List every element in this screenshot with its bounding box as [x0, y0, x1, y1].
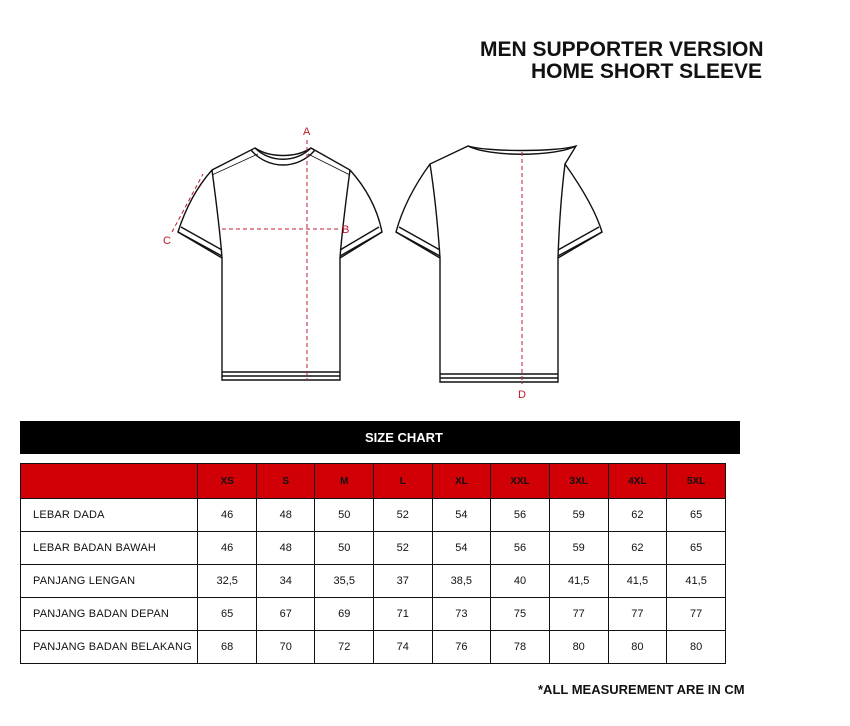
- measurement-note: *ALL MEASUREMENT ARE IN CM: [538, 682, 745, 697]
- front-tshirt-illustration: [178, 148, 382, 380]
- table-cell: 40: [491, 565, 550, 598]
- table-cell: 77: [549, 598, 608, 631]
- table-cell: 37: [374, 565, 432, 598]
- table-cell: 74: [374, 631, 432, 664]
- table-cell: 69: [315, 598, 374, 631]
- table-cell: 80: [667, 631, 726, 664]
- row-label: PANJANG BADAN DEPAN: [21, 598, 198, 631]
- table-cell: 48: [257, 499, 315, 532]
- table-cell: 80: [608, 631, 667, 664]
- table-cell: 41,5: [549, 565, 608, 598]
- size-header-xxl: XXL: [491, 464, 550, 499]
- table-cell: 59: [549, 499, 608, 532]
- marker-a: A: [303, 126, 311, 138]
- size-header-4xl: 4XL: [608, 464, 667, 499]
- product-title-line-2: HOME SHORT SLEEVE: [531, 60, 763, 83]
- table-cell: 50: [315, 532, 374, 565]
- table-cell: 41,5: [608, 565, 667, 598]
- table-cell: 77: [608, 598, 667, 631]
- table-cell: 32,5: [198, 565, 257, 598]
- table-cell: 65: [198, 598, 257, 631]
- product-title-line-1: MEN SUPPORTER VERSION: [480, 38, 764, 61]
- table-cell: 71: [374, 598, 432, 631]
- table-cell: 50: [315, 499, 374, 532]
- table-cell: 52: [374, 499, 432, 532]
- table-cell: 70: [257, 631, 315, 664]
- table-cell: 48: [257, 532, 315, 565]
- table-cell: 67: [257, 598, 315, 631]
- back-tshirt-illustration: [396, 146, 602, 382]
- size-header-m: M: [315, 464, 374, 499]
- table-cell: 34: [257, 565, 315, 598]
- row-label: LEBAR DADA: [21, 499, 198, 532]
- table-cell: 80: [549, 631, 608, 664]
- table-cell: 41,5: [667, 565, 726, 598]
- table-cell: 62: [608, 532, 667, 565]
- table-cell: 46: [198, 499, 257, 532]
- size-header-xs: XS: [198, 464, 257, 499]
- table-cell: 73: [432, 598, 491, 631]
- row-label: PANJANG LENGAN: [21, 565, 198, 598]
- table-cell: 56: [491, 532, 550, 565]
- table-cell: 54: [432, 532, 491, 565]
- table-cell: 76: [432, 631, 491, 664]
- row-label: PANJANG BADAN BELAKANG: [21, 631, 198, 664]
- size-header-row: [21, 464, 726, 499]
- size-header-l: L: [374, 464, 432, 499]
- marker-d: D: [518, 389, 526, 401]
- table-cell: 56: [491, 499, 550, 532]
- marker-b: B: [342, 224, 350, 236]
- table-cell: 62: [608, 499, 667, 532]
- marker-c: C: [163, 235, 171, 247]
- table-cell: 68: [198, 631, 257, 664]
- size-header-3xl: 3XL: [549, 464, 608, 499]
- tshirt-diagram: [0, 0, 726, 420]
- table-cell: 65: [667, 532, 726, 565]
- table-cell: 54: [432, 499, 491, 532]
- table-cell: 72: [315, 631, 374, 664]
- table-row: [21, 598, 726, 631]
- size-chart-banner: [20, 421, 740, 454]
- table-row: [21, 565, 726, 598]
- table-cell: 78: [491, 631, 550, 664]
- size-header-s: S: [257, 464, 315, 499]
- row-label: LEBAR BADAN BAWAH: [21, 532, 198, 565]
- size-chart-title: SIZE CHART: [365, 430, 443, 445]
- table-cell: 59: [549, 532, 608, 565]
- table-cell: 77: [667, 598, 726, 631]
- table-row: [21, 532, 726, 565]
- table-cell: 35,5: [315, 565, 374, 598]
- table-cell: 38,5: [432, 565, 491, 598]
- table-row: [21, 631, 726, 664]
- table-cell: 52: [374, 532, 432, 565]
- table-cell: 65: [667, 499, 726, 532]
- table-row: [21, 499, 726, 532]
- size-chart-table: [20, 463, 726, 664]
- size-header-5xl: 5XL: [667, 464, 726, 499]
- header-corner: [21, 464, 198, 499]
- size-header-xl: XL: [432, 464, 491, 499]
- table-cell: 46: [198, 532, 257, 565]
- table-cell: 75: [491, 598, 550, 631]
